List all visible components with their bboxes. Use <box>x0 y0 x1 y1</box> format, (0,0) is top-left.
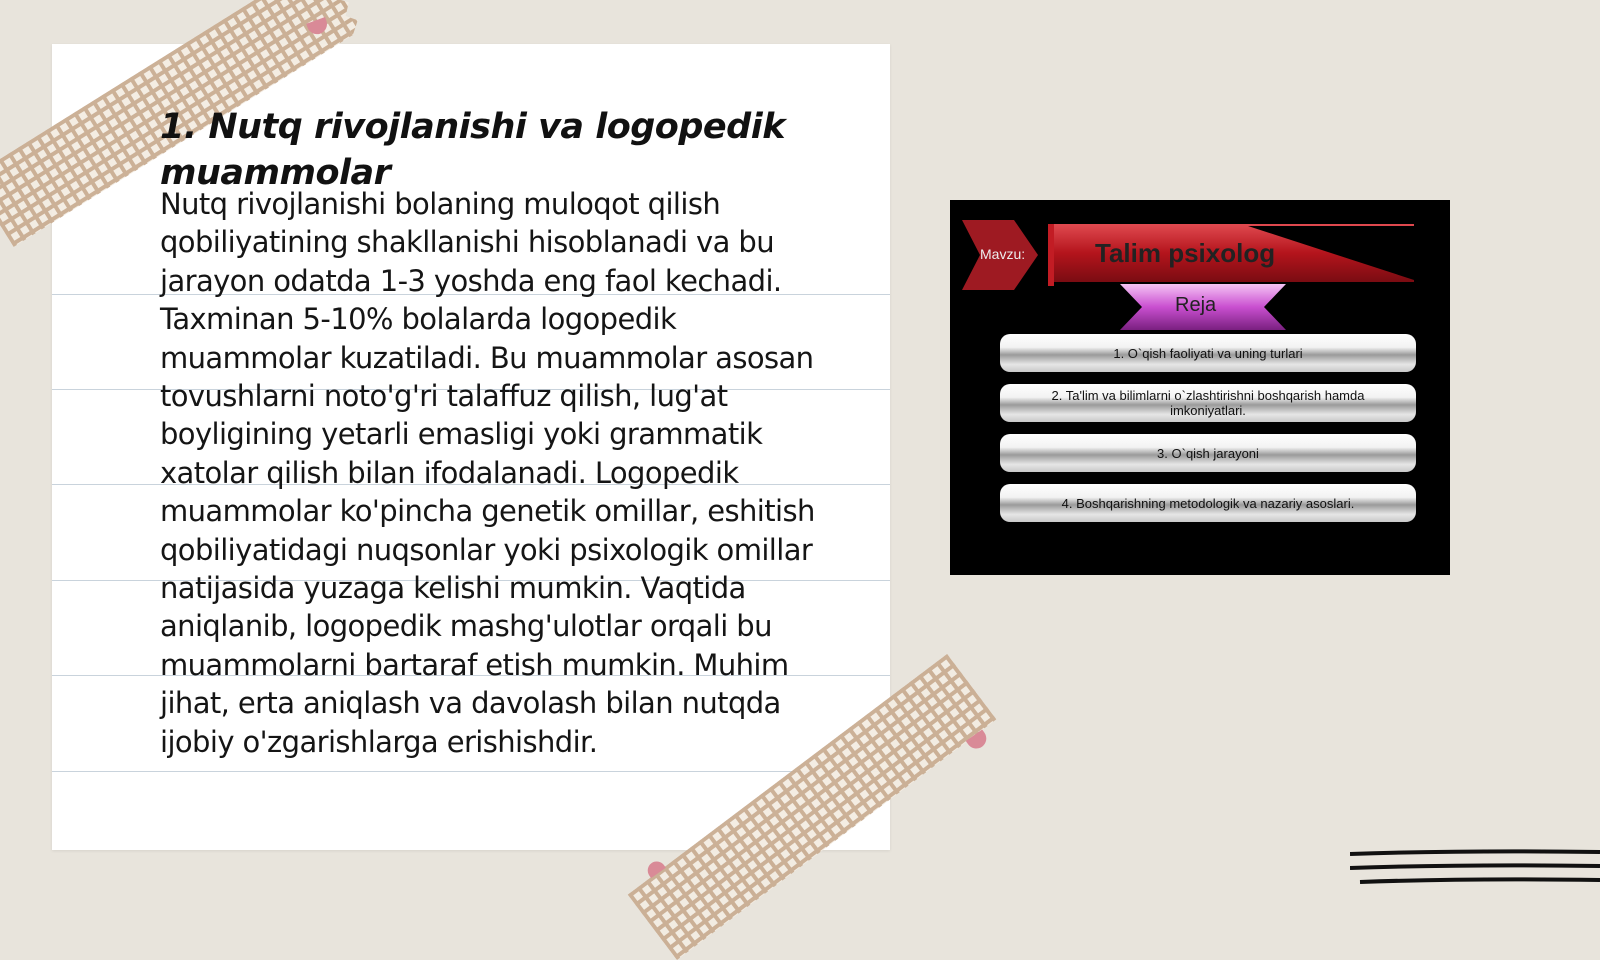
slide-image <box>950 200 1450 575</box>
section-heading: 1. Nutq rivojlanishi va logopedik muammolar <box>160 107 785 193</box>
decorative-lines <box>1350 848 1600 888</box>
reja-label: Reja <box>1175 294 1217 316</box>
plan-item-2: 2. Ta'lim va bilimlarni o`zlashtirishni boshqarish hamda imkoniyatlari. <box>1000 384 1416 422</box>
plan-item-4: 4. Boshqarishning metodologik va nazariy asoslari. <box>1000 484 1416 522</box>
plan-item-3: 3. O`qish jarayoni <box>1000 434 1416 472</box>
body-paragraph: Nutq rivojlanishi bolaning muloqot qilish qobiliyatining shakllanishi hisoblanadi va bu jarayon odatda 1-3 yoshda eng faol kechadi. Taxminan 5-10% bolalarda logopedik muammolar kuzatiladi. Bu muammolar asosan tovushlarni noto'g'ri talaffuz qilish, lug'at boyligining yetarli emasligi yoki grammatik xatolar qilish bilan ifodalanadi. Logopedik muammolar ko'pincha genetik omillar, eshitish qobiliyatidagi nuqsonlar yoki psixologik omillar natijasida yuzaga kelishi mumkin. Vaqtida aniqlanib, logopedik mashg'ulotlar orqali bu muammolarni bartaraf etish mumkin. Muhim jihat, erta aniqlash va davolash bilan nutqda ijobiy o'zgarishlarga erishishdir. <box>160 187 815 759</box>
plan-item-1: 1. O`qish faoliyati va uning turlari <box>1000 334 1416 372</box>
mavzu-label: Mavzu: <box>980 246 1026 262</box>
paper-rule-line <box>52 771 890 772</box>
slide-title: Talim psixolog <box>1095 238 1276 268</box>
